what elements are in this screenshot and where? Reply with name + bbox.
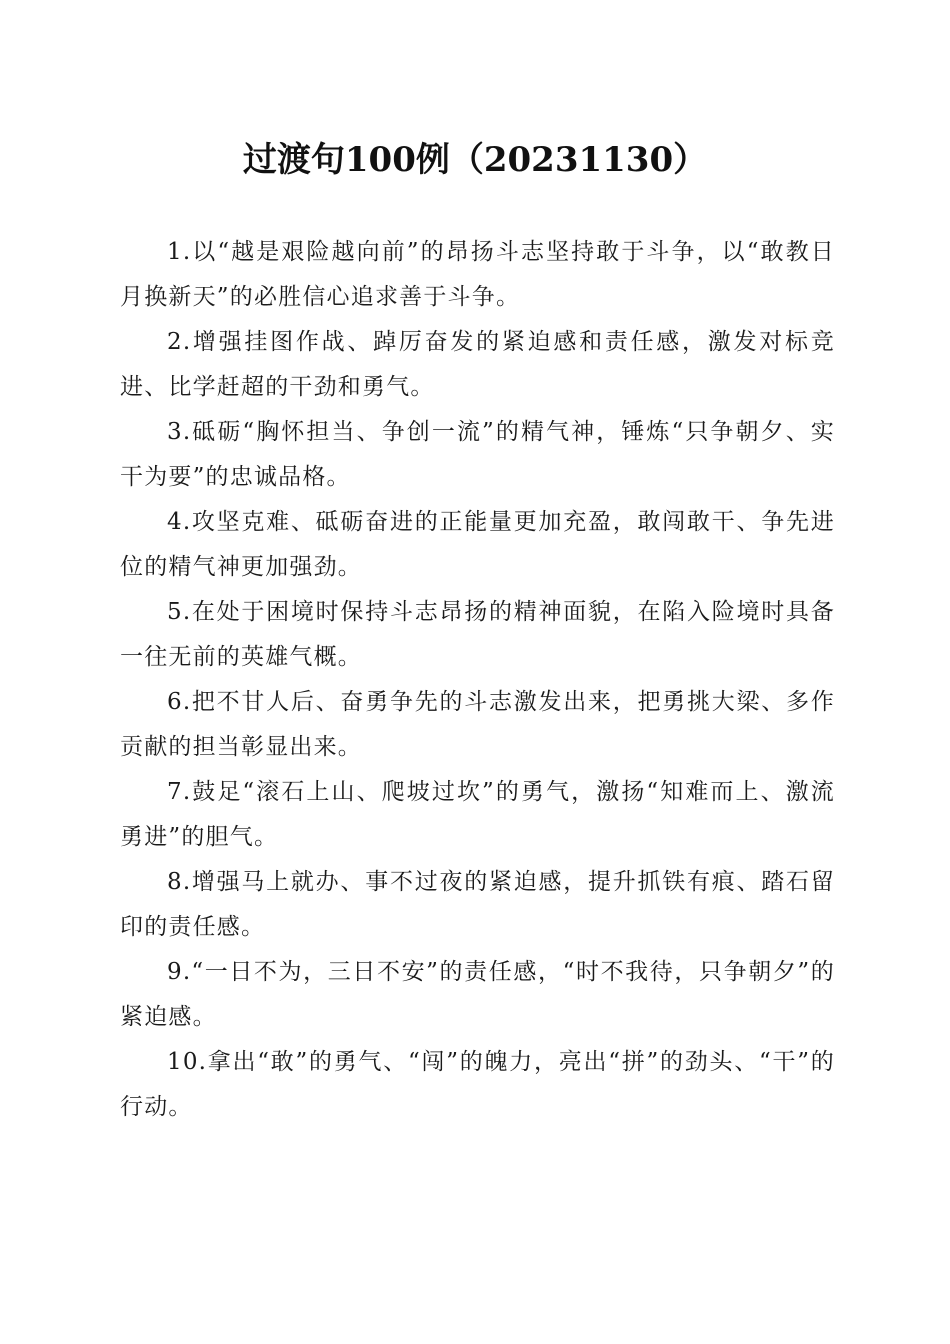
list-item: 2.增强挂图作战、踔厉奋发的紧迫感和责任感，激发对标竞进、比学赶超的干劲和勇气。 [120,329,835,400]
list-item: 7.鼓足“滚石上山、爬坡过坎”的勇气，激扬“知难而上、激流勇进”的胆气。 [120,779,835,850]
list-item: 8.增强马上就办、事不过夜的紧迫感，提升抓铁有痕、踏石留印的责任感。 [120,869,835,940]
document-title: 过渡句100例（20231130） [242,140,708,180]
document-body [120,230,835,1130]
list-item: 10.拿出“敢”的勇气、“闯”的魄力，亮出“拼”的劲头、“干”的行动。 [120,1049,835,1120]
list-item: 3.砥砺“胸怀担当、争创一流”的精气神，锤炼“只争朝夕、实干为要”的忠诚品格。 [120,419,835,490]
list-item: 5.在处于困境时保持斗志昂扬的精神面貌，在陷入险境时具备一往无前的英雄气概。 [120,599,835,670]
list-item: 6.把不甘人后、奋勇争先的斗志激发出来，把勇挑大梁、多作贡献的担当彰显出来。 [120,689,835,760]
list-item: 9.“一日不为，三日不安”的责任感，“时不我待，只争朝夕”的紧迫感。 [120,959,835,1030]
list-item: 4.攻坚克难、砥砺奋进的正能量更加充盈，敢闯敢干、争先进位的精气神更加强劲。 [120,509,835,580]
list-item: 1.以“越是艰险越向前”的昂扬斗志坚持敢于斗争，以“敢教日月换新天”的必胜信心追求善于斗争。 [120,239,835,310]
